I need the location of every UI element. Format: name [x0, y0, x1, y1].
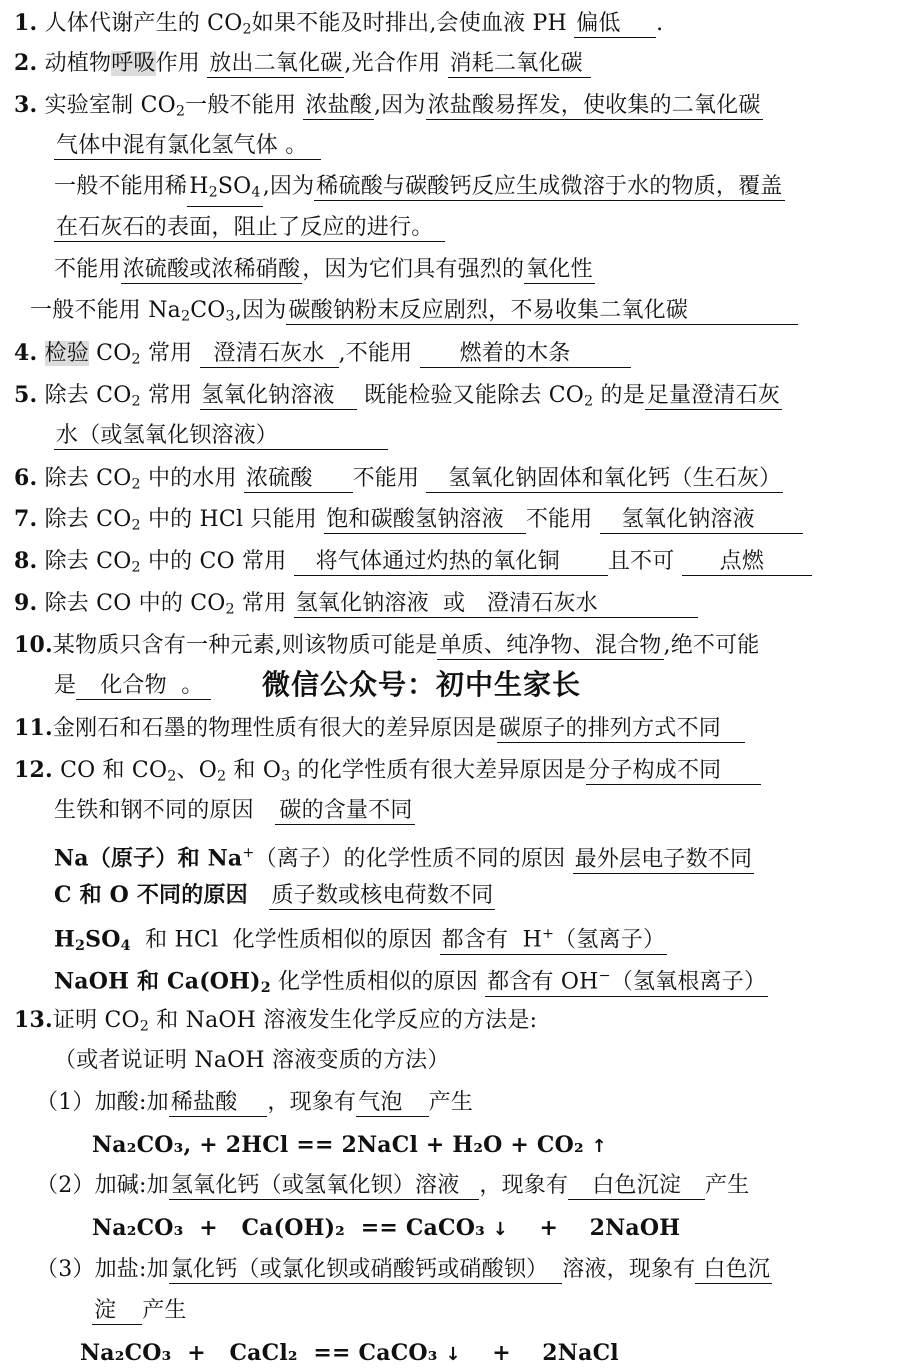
answer: 水（或氢氧化钡溶液） [56, 423, 279, 448]
text: 不能用 [525, 507, 593, 532]
text: 除去 CO [44, 383, 132, 408]
text: 的化学性质有很大差异原因是 [290, 758, 587, 783]
item-12-line-4 [54, 880, 495, 912]
answer: 氢氧化钙（或氢氧化钡）溶液 [170, 1173, 460, 1198]
answer: 白色沉淀 [592, 1173, 682, 1198]
up-arrow-icon: ↑ [591, 1136, 607, 1157]
superscript: + [541, 926, 555, 942]
item-number: 1. [14, 10, 38, 36]
item-number: 11. [14, 715, 53, 741]
answer-blank [497, 716, 745, 743]
answer: 质子数或核电荷数不同 [271, 883, 494, 908]
text: 和 NaOH 溶液发生化学反应的方法是: [149, 1008, 538, 1033]
answer: SO [217, 174, 252, 199]
text: 。 [181, 673, 204, 698]
answer: 碳的含量不同 [279, 798, 413, 823]
text: C 和 O 不同的原因 [54, 882, 248, 908]
text: ,光合作用 [344, 51, 441, 76]
item-5-line-2 [54, 421, 388, 453]
item-12-line-3 [54, 838, 754, 870]
item-number: 10. [14, 632, 53, 658]
answer: 白色沉 [703, 1257, 771, 1282]
answer-blank [169, 1257, 562, 1284]
method-1 [36, 1088, 473, 1120]
subscript: 2 [242, 21, 252, 38]
subscript: 2 [131, 393, 141, 410]
answer: 足量澄清石灰 [646, 383, 781, 408]
item-12-line-5 [54, 921, 667, 953]
equation-1 [92, 1130, 607, 1162]
answer: 都含有 OH [487, 969, 599, 995]
chemical-equation: Na₂CO₃ + Ca(OH)₂ == CaCO₃ [92, 1215, 485, 1241]
item-number: 8. [14, 548, 38, 574]
answer: 碳原子的排列方式不同 [498, 716, 721, 741]
item-1 [14, 8, 663, 40]
text: （1）加酸:加 [36, 1090, 169, 1115]
subscript: 4 [251, 184, 261, 201]
answer: 澄清石灰水 [213, 341, 325, 366]
item-number: 6. [14, 465, 38, 491]
answer: 氢氧化钠固体和氧化钙（生石灰） [448, 466, 782, 491]
answer-blank [426, 93, 763, 120]
answer: 化合物 [100, 673, 167, 698]
answer-blank [294, 591, 698, 618]
answer-blank [269, 883, 495, 910]
chemical-equation: Na₂CO₃ + CaCl₂ == CaCO₃ [80, 1340, 438, 1366]
text: . [656, 11, 664, 36]
subscript: 2 [131, 476, 141, 493]
subscript: 2 [75, 938, 86, 955]
item-2 [14, 48, 591, 80]
highlighted-text: 呼吸 [111, 51, 156, 76]
answer-blank [303, 93, 374, 120]
answer-blank [169, 1173, 480, 1200]
text: 产生 [428, 1090, 474, 1115]
subscript: 2 [216, 768, 227, 785]
text: 常用 [140, 341, 193, 366]
answer-blank [286, 298, 798, 325]
answer-blank [426, 466, 783, 493]
answer-blank [586, 758, 761, 785]
item-number: 13. [14, 1007, 53, 1033]
answer-blank [682, 549, 812, 576]
answer-blank [695, 1257, 772, 1284]
text: 一般不能用稀 [54, 174, 188, 199]
text: ,因为 [234, 298, 287, 323]
text: 一般不能用 [185, 93, 297, 118]
text: （3）加盐:加 [36, 1257, 169, 1282]
answer: 浓硫酸 [245, 466, 313, 491]
answer: 将气体通过灼热的氧化铜 [315, 549, 560, 574]
item-3-line-6 [30, 296, 798, 328]
text: ,不能用 [338, 341, 413, 366]
item-10-line-2 [54, 671, 211, 703]
answer: 气泡 [358, 1090, 403, 1115]
text: 产生 [142, 1298, 187, 1323]
item-7 [14, 504, 803, 536]
text: 除去 CO [44, 507, 132, 532]
text: 动植物 [44, 51, 112, 76]
subscript: 2 [139, 1018, 150, 1035]
answer: 单质、纯净物、混合物 [439, 633, 662, 658]
answer: H [189, 174, 209, 199]
item-number: 4. [14, 340, 38, 366]
answer: 稀硫酸与碳酸钙反应生成微溶于水的物质，覆盖 [316, 174, 783, 199]
text: 除去 CO 中的 CO [44, 591, 226, 616]
answer-blank [200, 383, 357, 410]
item-13 [14, 1005, 537, 1037]
text: （离子）的化学性质不同的原因 [254, 846, 566, 872]
answer-blank [314, 174, 784, 201]
text: 中的水用 [140, 466, 237, 491]
chemical-equation: + 2NaOH [539, 1215, 681, 1241]
text: 如果不能及时排出,会使血液 PH [251, 11, 567, 36]
answer-blank [207, 51, 344, 78]
text: 溶液，现象有 [562, 1257, 696, 1282]
answer-blank [448, 51, 591, 78]
text: 的是 [593, 383, 645, 408]
answer-blank [54, 423, 388, 450]
subscript: 2 [131, 351, 141, 368]
text: ,因为 [262, 174, 315, 199]
equation-2 [92, 1213, 680, 1245]
answer: 氢氧化钠溶液 或 澄清石灰水 [295, 591, 598, 616]
answer-blank [420, 341, 631, 368]
answer-blank [92, 1298, 142, 1325]
text: 某物质只含有一种元素,则该物质可能是 [52, 633, 438, 658]
subscript: 4 [120, 938, 131, 955]
text: ，现象有 [479, 1173, 569, 1198]
text: H [54, 926, 75, 953]
answer: 放出二氧化碳 [209, 51, 343, 76]
answer: 浓盐酸 [305, 93, 372, 118]
subscript: 3 [281, 768, 291, 785]
answer-blank [573, 847, 755, 874]
subscript: 2 [225, 601, 235, 618]
text: 一般不能用 Na [30, 298, 181, 323]
text: Na（原子）和 Na [54, 845, 243, 872]
item-4 [14, 338, 631, 370]
text: CO [190, 298, 226, 323]
item-6 [14, 463, 783, 495]
item-12 [14, 755, 761, 787]
text: 中的 HCl 只能用 [140, 507, 317, 532]
text: 金刚石和石墨的物理性质有很大的差异原因是 [52, 716, 497, 741]
text: 和 O [226, 758, 282, 783]
text: NaOH 和 Ca(OH) [54, 968, 261, 995]
answer: 点燃 [719, 549, 765, 574]
text: 化学性质相似的原因 [270, 969, 478, 995]
subscript: 2 [180, 308, 191, 325]
answer: 偏低 [576, 11, 621, 36]
answer: 在石灰石的表面，阻止了反应的进行。 [56, 215, 434, 240]
item-number: 7. [14, 506, 38, 532]
superscript: − [598, 968, 611, 984]
answer-blank [275, 798, 414, 825]
text: 除去 CO [44, 549, 132, 574]
equation-3 [80, 1338, 619, 1370]
highlighted-text: 检验 [44, 341, 89, 366]
method-2 [36, 1171, 749, 1203]
answer: 最外层电子数不同 [574, 846, 753, 872]
answer: 燃着的木条 [459, 341, 571, 366]
answer: 消耗二氧化碳 [449, 51, 583, 76]
text: 、O [176, 758, 217, 783]
answer: 氧化性 [526, 257, 593, 282]
item-number: 12. [14, 757, 53, 783]
item-3-line-3 [54, 172, 785, 204]
item-9 [14, 588, 698, 620]
answer: 浓硫酸或浓稀硝酸 [122, 257, 301, 282]
answer: 淀 [94, 1298, 117, 1323]
item-12-line-6 [54, 963, 768, 995]
text: 实验室制 CO [44, 93, 176, 118]
item-12-line-2 [54, 796, 415, 828]
answer-blank [645, 383, 782, 410]
item-number: 2. [14, 50, 38, 76]
answer-blank [574, 11, 656, 38]
item-3-line-2 [54, 131, 321, 163]
item-number: 3. [14, 92, 38, 118]
answer: 碳酸钠粉末反应剧烈，不易收集二氧化碳 [288, 298, 689, 323]
answer: 氢氧化钠溶液 [621, 507, 755, 532]
answer-blank [244, 466, 353, 493]
answer: 氢氧化钠溶液 [201, 383, 335, 408]
text: 常用 [234, 591, 287, 616]
text: 人体代谢产生的 CO [44, 11, 243, 36]
text: 且不可 [607, 549, 675, 574]
text: 和 HCl 化学性质相似的原因 [130, 927, 433, 953]
answer: 气体中混有氯化氢气体 [56, 133, 279, 158]
down-arrow-icon: ↓ [492, 1219, 509, 1240]
superscript: + [242, 845, 255, 861]
item-8 [14, 546, 812, 578]
subscript: 2 [260, 980, 271, 997]
item-10 [14, 630, 760, 662]
answer: 都含有 H [441, 927, 542, 953]
text: 是 [54, 673, 77, 698]
text: SO [85, 926, 121, 953]
text: 作用 [155, 51, 200, 76]
answer: 稀盐酸 [170, 1090, 238, 1115]
subscript: 2 [208, 184, 218, 201]
answer-blank [54, 133, 321, 160]
text: （2）加碱:加 [36, 1173, 169, 1198]
method-3-line-2 [92, 1296, 187, 1328]
subscript: 3 [225, 308, 235, 325]
text: 中的 CO 常用 [140, 549, 287, 574]
answer-blank [200, 341, 339, 368]
subscript: 2 [175, 103, 186, 120]
subscript: 2 [131, 559, 141, 576]
answer: （氢离子） [554, 927, 666, 953]
item-number: 5. [14, 382, 38, 408]
text: 。 [285, 133, 308, 158]
subscript: 2 [584, 393, 594, 410]
item-number: 9. [14, 590, 38, 616]
answer: 浓盐酸易挥发，使收集的二氧化碳 [427, 93, 761, 118]
text: 既能检验又能除去 CO [363, 383, 585, 408]
text: CO 和 CO [60, 758, 168, 783]
item-3-line-4 [54, 213, 445, 245]
answer-blank [294, 549, 608, 576]
answer-blank [568, 1173, 705, 1200]
answer-blank [356, 1090, 428, 1117]
answer-blank [440, 921, 668, 955]
method-3 [36, 1255, 772, 1287]
text: 不能用 [352, 466, 420, 491]
answer: 分子构成不同 [588, 758, 722, 783]
answer: （氢氧根离子） [610, 969, 767, 995]
text: ,因为 [373, 93, 426, 118]
text: 不能用 [54, 257, 121, 282]
text: ，现象有 [267, 1090, 357, 1115]
answer-blank [324, 507, 526, 534]
text: CO [88, 341, 132, 366]
answer-blank [76, 673, 211, 700]
answer-blank [54, 215, 445, 242]
answer-blank [437, 633, 663, 660]
text: ，因为它们具有强烈的 [302, 257, 525, 282]
text: 产生 [705, 1173, 750, 1198]
subscript: 2 [167, 768, 177, 785]
down-arrow-icon: ↓ [445, 1344, 461, 1365]
watermark-text: 微信公众号：初中生家长 [262, 668, 582, 701]
subscript: 2 [131, 517, 141, 534]
answer-blank [121, 257, 303, 284]
item-3-line-5 [54, 255, 595, 287]
chemical-equation: + 2NaCl [492, 1340, 619, 1366]
answer-blank [524, 257, 595, 284]
text: 生铁和钢不同的原因 [54, 798, 254, 823]
answer: 饱和碳酸氢钠溶液 [326, 507, 504, 532]
answer-blank [485, 963, 768, 997]
item-11 [14, 713, 745, 745]
text: （或者说证明 NaOH 溶液变质的方法） [54, 1048, 450, 1073]
text: ,绝不可能 [663, 633, 760, 658]
answer: 氯化钙（或氯化钡或硝酸钙或硝酸钡） [170, 1257, 549, 1282]
item-5 [14, 380, 782, 412]
item-13-line-2 [54, 1046, 450, 1078]
answer-blank [187, 174, 263, 207]
answer-blank [169, 1090, 268, 1117]
text: 常用 [140, 383, 193, 408]
text: 除去 CO [44, 466, 132, 491]
chemical-equation: Na₂CO₃, + 2HCl == 2NaCl + H₂O + CO₂ [92, 1132, 584, 1158]
item-3 [14, 90, 763, 122]
answer-blank [600, 507, 803, 534]
text: 证明 CO [52, 1008, 140, 1033]
